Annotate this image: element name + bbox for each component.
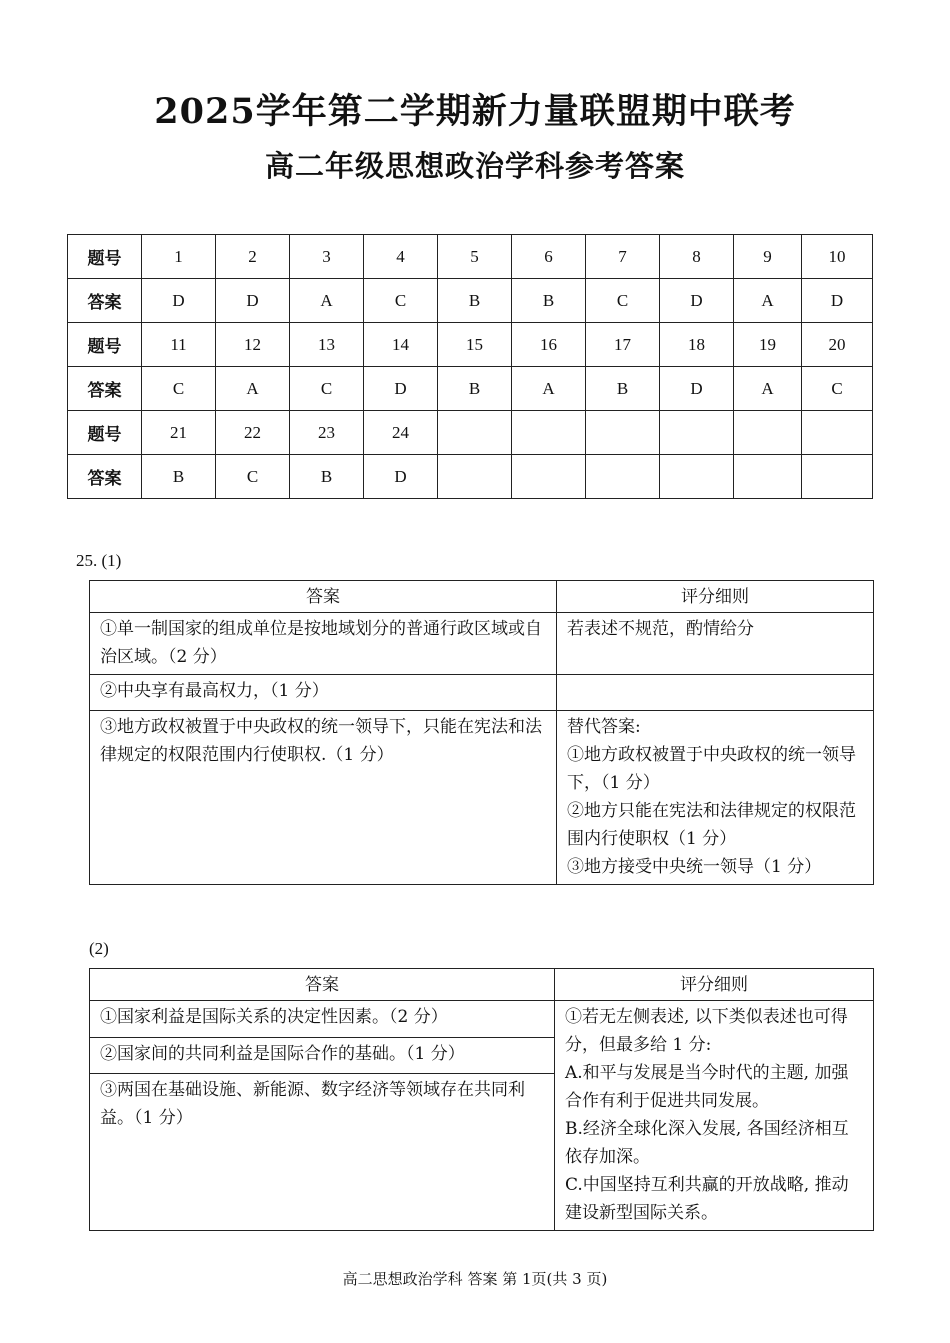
answer-cell: C bbox=[364, 279, 438, 323]
question-number-cell: 24 bbox=[364, 411, 438, 455]
answer-cell: A bbox=[734, 279, 802, 323]
answer-cell: C bbox=[216, 455, 290, 499]
question-number-cell: 11 bbox=[142, 323, 216, 367]
answer-cell: B bbox=[586, 367, 660, 411]
answer-cell: ③两国在基础设施、新能源、数字经济等领域存在共同利益。（1 分） bbox=[90, 1074, 555, 1231]
answer-cell: B bbox=[438, 367, 512, 411]
question-number-cell bbox=[586, 411, 660, 455]
answer-cell: ①国家利益是国际关系的决定性因素。（2 分） bbox=[90, 1001, 555, 1038]
document-subtitle: 高二年级思想政治学科参考答案 bbox=[264, 149, 685, 183]
row-header: 答案 bbox=[68, 279, 142, 323]
question-number-cell: 13 bbox=[290, 323, 364, 367]
question-number-row bbox=[68, 411, 873, 455]
answer-cell: C bbox=[802, 367, 873, 411]
question-number-cell: 17 bbox=[586, 323, 660, 367]
answer-cell: C bbox=[290, 367, 364, 411]
question-number-cell: 3 bbox=[290, 235, 364, 279]
row-header: 题号 bbox=[68, 323, 142, 367]
answer-cell: A bbox=[216, 367, 290, 411]
answer-cell: D bbox=[364, 367, 438, 411]
answer-row bbox=[68, 279, 873, 323]
document-title: 2025学年第二学期新力量联盟期中联考 bbox=[154, 91, 796, 132]
answer-row bbox=[68, 455, 873, 499]
question-25-1-label: 25. (1) bbox=[76, 551, 122, 570]
question-number-cell: 7 bbox=[586, 235, 660, 279]
question-number-cell bbox=[660, 411, 734, 455]
question-number-cell: 21 bbox=[142, 411, 216, 455]
answer-cell bbox=[586, 455, 660, 499]
answer-cell: D bbox=[660, 367, 734, 411]
question-number-row bbox=[68, 235, 873, 279]
answer-cell: A bbox=[734, 367, 802, 411]
question-number-cell bbox=[438, 411, 512, 455]
question-number-cell: 2 bbox=[216, 235, 290, 279]
answer-cell: B bbox=[512, 279, 586, 323]
rubric-column-header: 评分细则 bbox=[555, 969, 874, 1001]
rubric-cell: 替代答案: ①地方政权被置于中央政权的统一领导下，（1 分） ②地方只能在宪法和法律规定的权限范围内行使职权（1 分） ③地方接受中央统一领导（1 分） bbox=[557, 711, 874, 885]
question-number-cell: 16 bbox=[512, 323, 586, 367]
answer-row bbox=[68, 367, 873, 411]
question-number-cell: 14 bbox=[364, 323, 438, 367]
question-number-cell: 19 bbox=[734, 323, 802, 367]
question-number-cell: 22 bbox=[216, 411, 290, 455]
question-number-cell: 10 bbox=[802, 235, 873, 279]
question-25-2-table bbox=[89, 968, 874, 1231]
question-number-cell: 12 bbox=[216, 323, 290, 367]
answer-cell: A bbox=[512, 367, 586, 411]
rubric-cell bbox=[557, 675, 874, 711]
page-footer: 高二思想政治学科 答案 第 1页(共 3 页) bbox=[342, 1270, 608, 1288]
answer-cell: ②国家间的共同利益是国际合作的基础。（1 分） bbox=[90, 1037, 555, 1074]
answer-cell bbox=[802, 455, 873, 499]
question-25-2-label: (2) bbox=[89, 939, 109, 958]
question-number-cell: 9 bbox=[734, 235, 802, 279]
answer-cell: D bbox=[802, 279, 873, 323]
rubric-column-header: 评分细则 bbox=[557, 581, 874, 613]
question-number-cell: 18 bbox=[660, 323, 734, 367]
question-number-cell: 6 bbox=[512, 235, 586, 279]
answer-cell: B bbox=[438, 279, 512, 323]
question-number-cell: 8 bbox=[660, 235, 734, 279]
answer-cell bbox=[512, 455, 586, 499]
answer-column-header: 答案 bbox=[90, 969, 555, 1001]
question-number-cell bbox=[802, 411, 873, 455]
answer-cell: ①单一制国家的组成单位是按地域划分的普通行政区域或自治区域。（2 分） bbox=[90, 613, 557, 675]
question-number-cell: 15 bbox=[438, 323, 512, 367]
question-number-row bbox=[68, 323, 873, 367]
answer-cell: ②中央享有最高权力，（1 分） bbox=[90, 675, 557, 711]
row-header: 答案 bbox=[68, 367, 142, 411]
answer-cell bbox=[660, 455, 734, 499]
answer-cell: A bbox=[290, 279, 364, 323]
question-25-1-table bbox=[89, 580, 874, 885]
answer-cell: D bbox=[364, 455, 438, 499]
question-number-cell: 4 bbox=[364, 235, 438, 279]
answer-cell: B bbox=[142, 455, 216, 499]
answer-cell: C bbox=[586, 279, 660, 323]
answer-cell bbox=[438, 455, 512, 499]
answer-cell: ③地方政权被置于中央政权的统一领导下，只能在宪法和法律规定的权限范围内行使职权.（1 分） bbox=[90, 711, 557, 885]
answer-cell: D bbox=[216, 279, 290, 323]
row-header: 答案 bbox=[68, 455, 142, 499]
answer-cell bbox=[734, 455, 802, 499]
question-number-cell bbox=[734, 411, 802, 455]
row-header: 题号 bbox=[68, 235, 142, 279]
rubric-cell: 若表述不规范，酌情给分 bbox=[557, 613, 874, 675]
question-number-cell bbox=[512, 411, 586, 455]
answer-cell: D bbox=[142, 279, 216, 323]
question-number-cell: 1 bbox=[142, 235, 216, 279]
answer-cell: B bbox=[290, 455, 364, 499]
answer-key-table bbox=[67, 234, 873, 499]
question-number-cell: 20 bbox=[802, 323, 873, 367]
answer-column-header: 答案 bbox=[90, 581, 557, 613]
question-number-cell: 5 bbox=[438, 235, 512, 279]
answer-cell: C bbox=[142, 367, 216, 411]
rubric-cell: ①若无左侧表述, 以下类似表述也可得分，但最多给 1 分: A.和平与发展是当今时代的主题, 加强合作有利于促进共同发展。 B.经济全球化深入发展, 各国经济相互依存加深。 C.中国坚持互利共赢的开放战略, 推动建设新型国际关系。 bbox=[555, 1001, 874, 1231]
answer-cell: D bbox=[660, 279, 734, 323]
question-number-cell: 23 bbox=[290, 411, 364, 455]
row-header: 题号 bbox=[68, 411, 142, 455]
